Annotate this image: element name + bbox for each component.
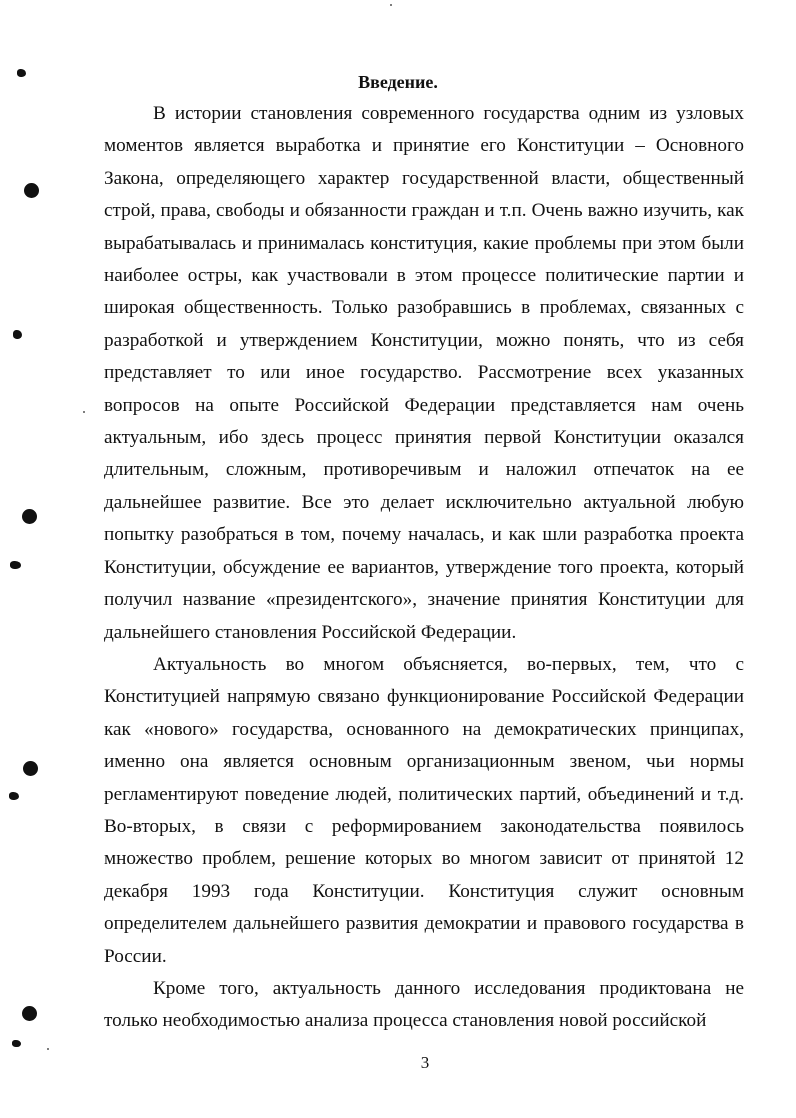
binder-hole [24, 183, 39, 198]
scan-blot [9, 792, 19, 800]
scan-blot [13, 330, 22, 339]
paragraph-2: Актуальность во многом объясняется, во-первых, тем, что с Конституцией напрямую связано функционирование Российской Федерации как «нового» государства, основанного на демократических принципах, именно она является основным организационным звеном, чьи нормы регламентируют поведение людей, политических партий, объединений и т.д. Во-вторых, в связи с реформированием законодательства появилось множество проблем, решение которых во многом зависит от принятой 12 декабря 1993 года Конституции. Конституция служит основным определителем дальнейшего развития демократии и правового государства в России. [104, 653, 744, 967]
scan-speck [83, 411, 85, 413]
binder-hole [22, 1006, 37, 1021]
body-text [104, 98, 744, 1038]
page-title: Введение. [358, 72, 438, 92]
binder-hole [22, 509, 37, 524]
scan-blot [12, 1040, 21, 1047]
paragraph-1: В истории становления современного государства одним из узловых моментов является выработка и принятие его Конституции – Основного Закона, определяющего характер государственной власти, общественный строй, права, свободы и обязанности граждан и т.п. Очень важно изучить, как вырабатывалась и принималась конституция, какие проблемы при этом были наиболее остры, как участвовали в этом процессе политические партии и широкая общественность. Только разобравшись в проблемах, связанных с разработкой и утверждением Конституции, можно понять, что из себя представляет то или иное государство. Рассмотрение всех указанных вопросов на опыте Российской Федерации представляется нам очень актуальным, ибо здесь процесс принятия первой Конституции оказался длительным, сложным, противоречивым и наложил отпечаток на ее дальнейшее развитие. Все это делает исключительно актуальной любую попытку разобраться в том, почему началась, и как шли разработка проекта Конституции, обсуждение ее вариантов, утверждение того проекта, который получил название «президентского», значение принятия Конституции для дальнейшего становления Российской Федерации. [104, 103, 744, 643]
paragraph-3: Кроме того, актуальность данного исследования продиктована не только необходимостью анализа процесса становления новой российской [104, 977, 744, 1032]
scan-speck [47, 1048, 49, 1050]
scan-blot [17, 69, 26, 77]
scan-speck [390, 4, 392, 6]
scan-blot [10, 561, 21, 569]
page-number: 3 [420, 1053, 430, 1072]
binder-hole [23, 761, 38, 776]
